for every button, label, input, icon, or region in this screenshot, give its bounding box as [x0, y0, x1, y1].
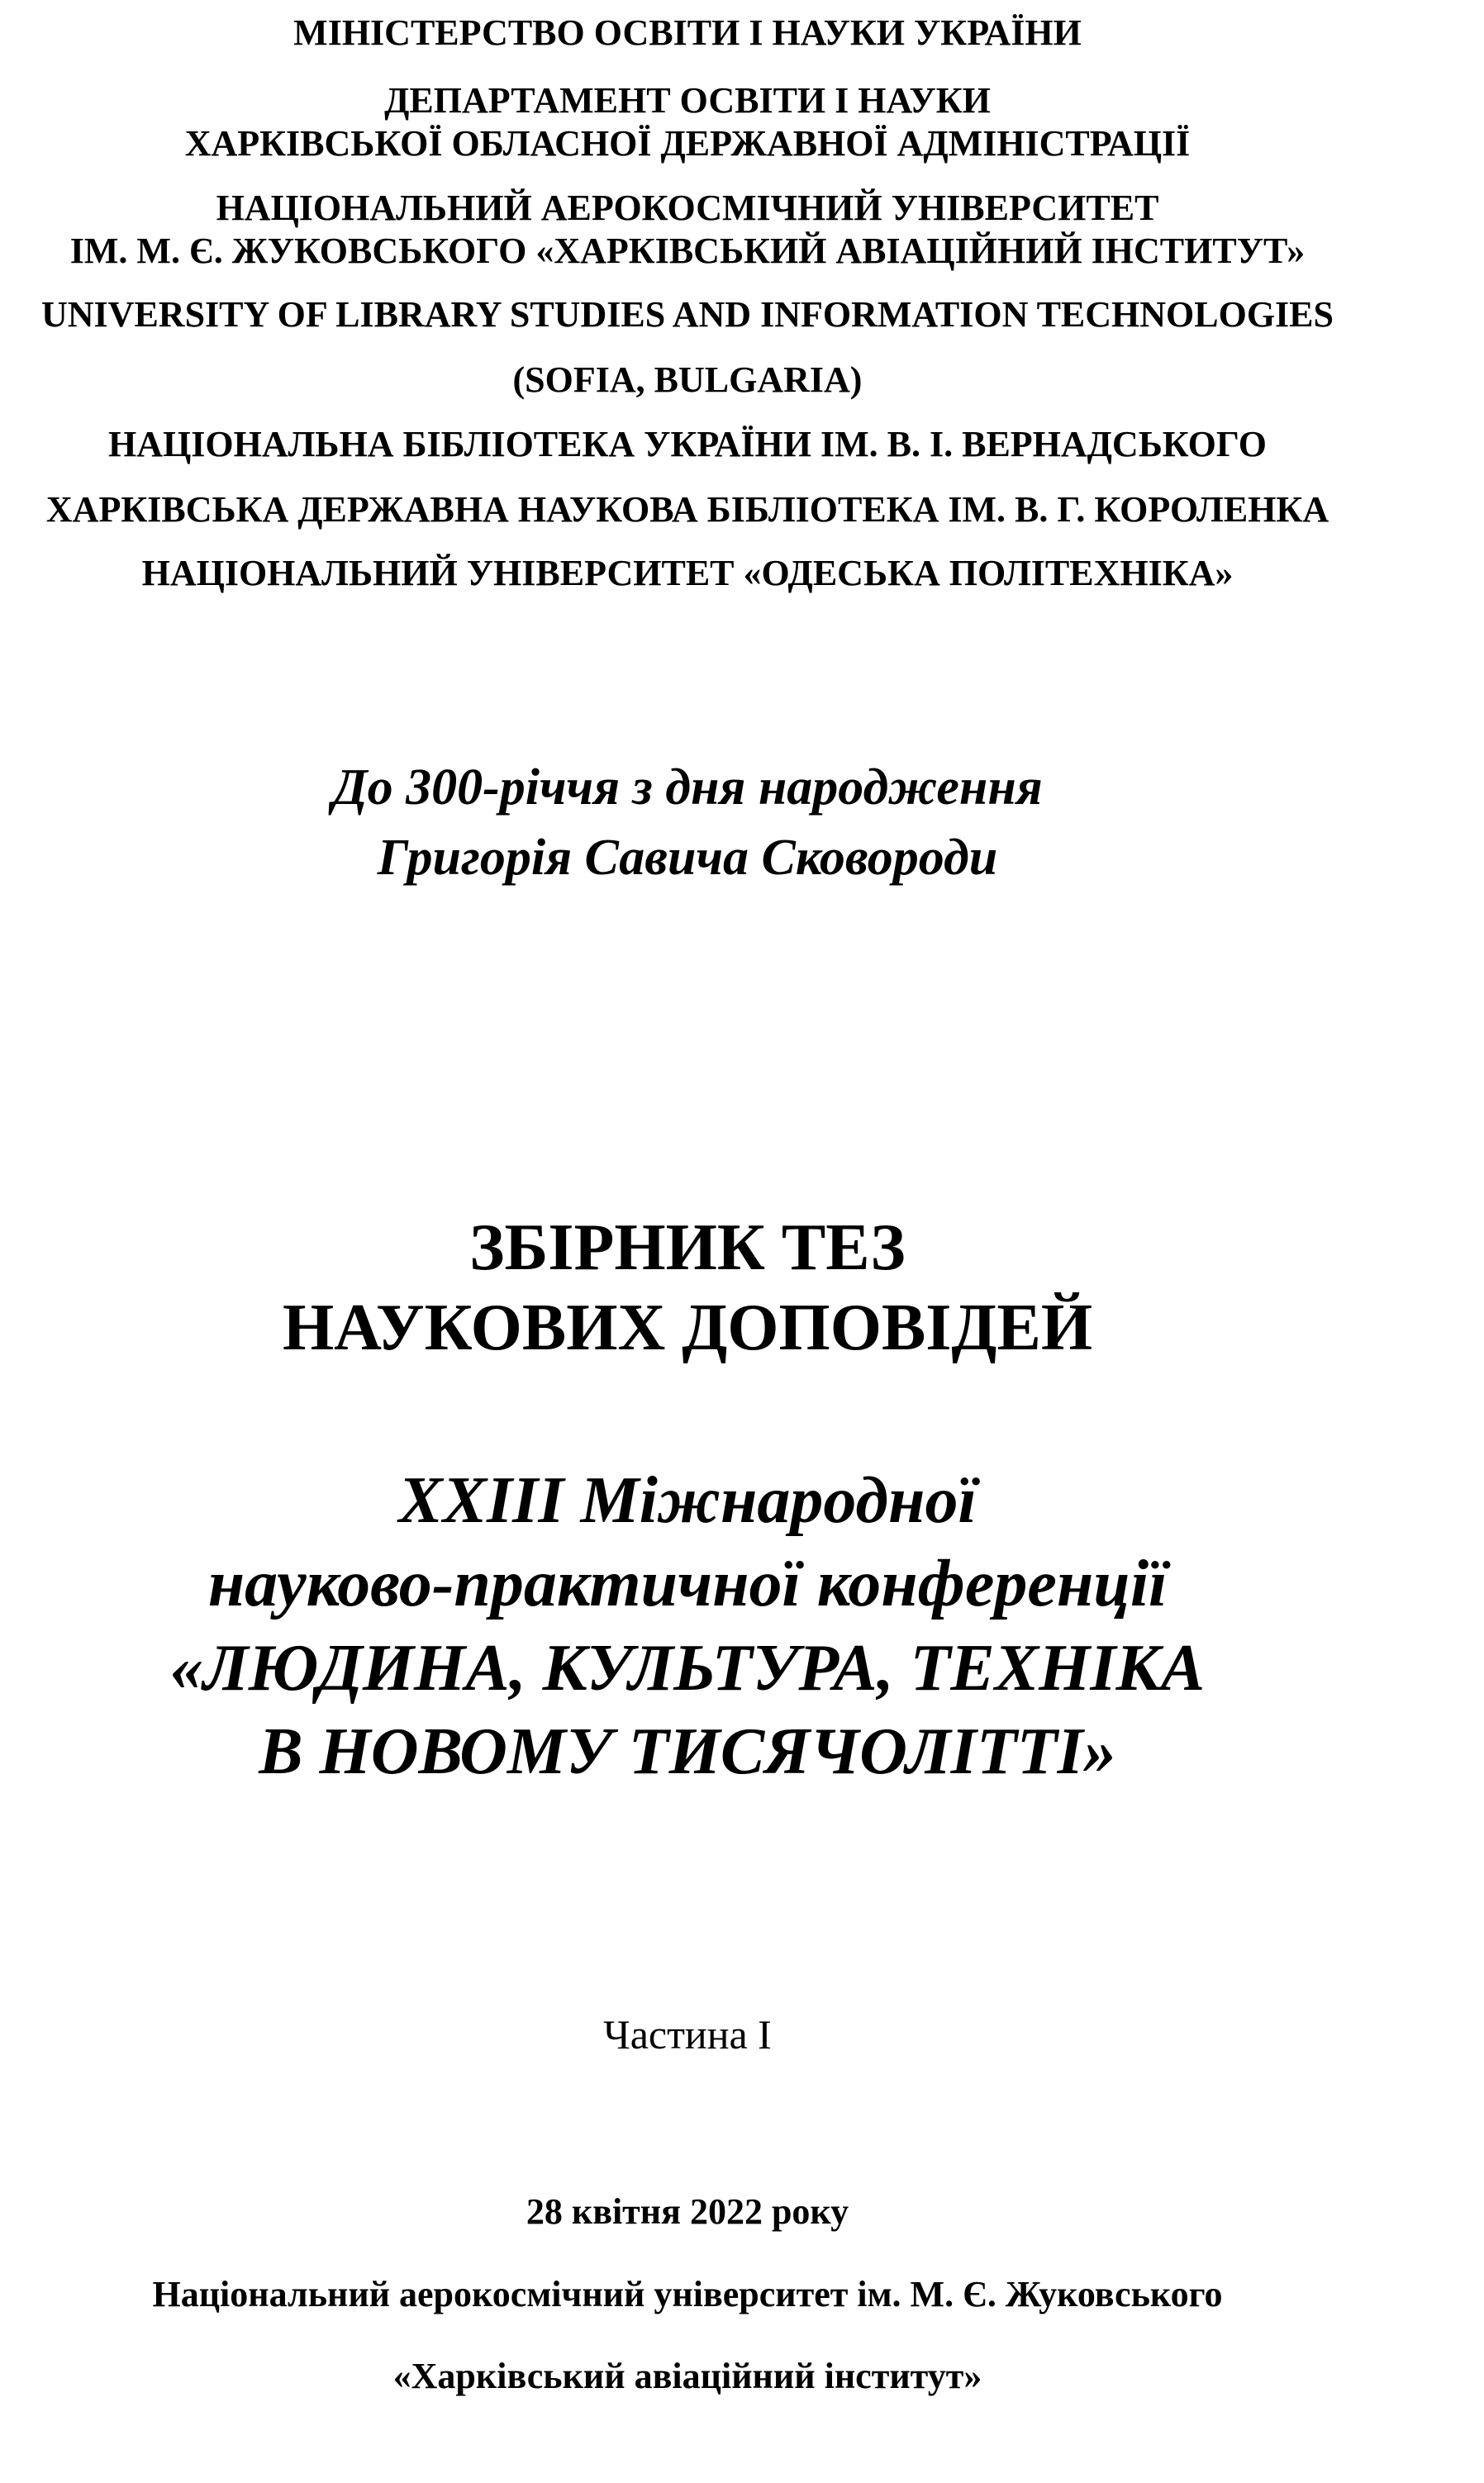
- org-korolenko-library: ХАРКІВСЬКА ДЕРЖАВНА НАУКОВА БІБЛІОТЕКА ІМ. В. Г. КОРОЛЕНКА: [45, 489, 1329, 530]
- org-national-library: НАЦІОНАЛЬНА БІБЛІОТЕКА УКРАЇНИ ІМ. В. І. ВЕРНАДСЬКОГО: [108, 424, 1267, 464]
- conference-line-2: науково-практичної конференції: [207, 1548, 1168, 1620]
- conference-date: 28 квітня 2022 року: [526, 2191, 849, 2232]
- org-regional-administration: ХАРКІВСЬКОЇ ОБЛАСНОЇ ДЕРЖАВНОЇ АДМІНІСТРАЦІЇ: [184, 123, 1191, 164]
- org-aviation-institute: ІМ. М. Є. ЖУКОВСЬКОГО «ХАРКІВСЬКИЙ АВІАЦІЙНИЙ ІНСТИТУТ»: [69, 231, 1306, 271]
- part-label: Частина I: [603, 2011, 772, 2057]
- dedication-line-2: Григорія Савича Сковороди: [377, 830, 998, 886]
- venue-line-2: «Харківський авіаційний інститут»: [392, 2356, 982, 2396]
- org-library-university: UNIVERSITY OF LIBRARY STUDIES AND INFORMATION TECHNOLOGIES: [41, 294, 1334, 335]
- dedication-line-1: До 300-річчя з дня народження: [332, 759, 1043, 816]
- org-aerospace-university: НАЦІОНАЛЬНИЙ АЕРОКОСМІЧНИЙ УНІВЕРСИТЕТ: [216, 188, 1159, 228]
- org-odesa-polytechnic: НАЦІОНАЛЬНИЙ УНІВЕРСИТЕТ «ОДЕСЬКА ПОЛІТЕХНІКА»: [141, 553, 1234, 593]
- collection-title-line-2: НАУКОВИХ ДОПОВІДЕЙ: [282, 1291, 1093, 1364]
- conference-line-4: В НОВОМУ ТИСЯЧОЛІТТІ»: [259, 1715, 1116, 1788]
- conference-line-1: XXIII Міжнародної: [398, 1464, 977, 1537]
- org-ministry: МІНІСТЕРСТВО ОСВІТИ І НАУКИ УКРАЇНИ: [293, 12, 1082, 53]
- collection-title-line-1: ЗБІРНИК ТЕЗ: [469, 1211, 906, 1284]
- org-department: ДЕПАРТАМЕНТ ОСВІТИ І НАУКИ: [384, 80, 991, 121]
- conference-line-3: «ЛЮДИНА, КУЛЬТУРА, ТЕХНІКА: [169, 1632, 1206, 1705]
- venue-line-1: Національний аерокосмічний університет ім. М. Є. Жуковського: [152, 2274, 1223, 2314]
- org-sofia-bulgaria: (SOFIA, BULGARIA): [512, 359, 863, 400]
